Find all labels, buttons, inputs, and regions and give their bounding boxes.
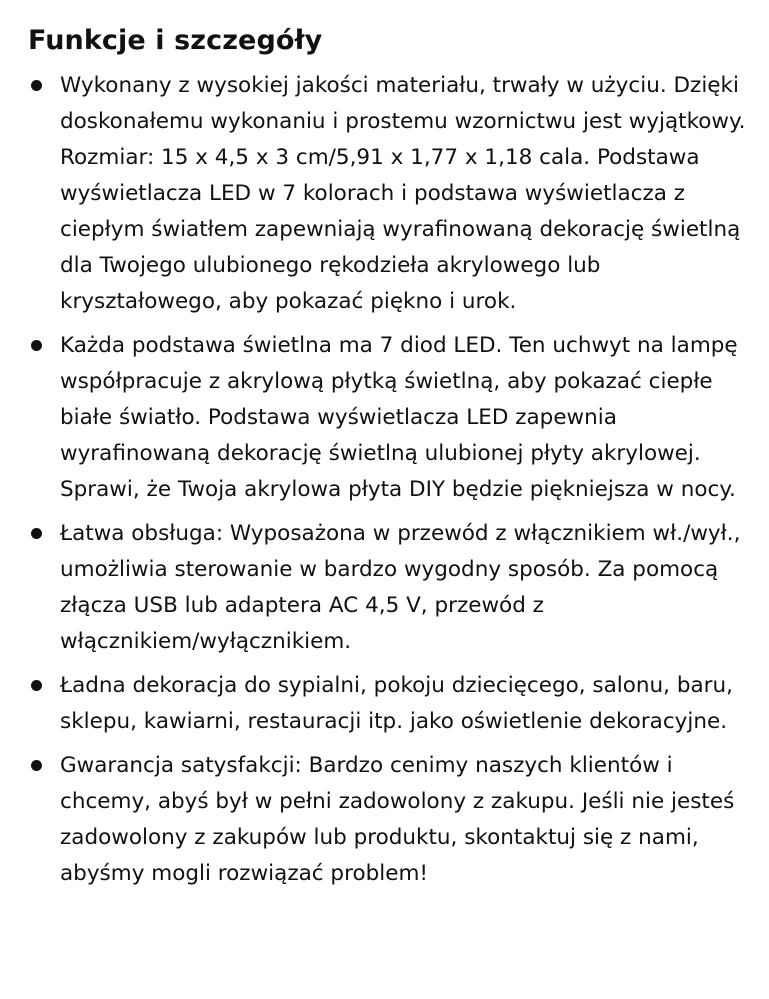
feature-item xyxy=(28,328,749,508)
feature-list xyxy=(28,68,749,892)
feature-item xyxy=(28,668,749,740)
feature-text: Wykonany z wysokiej jakości materiału, trwały w użyciu. Dzięki doskonałemu wykonaniu i prostemu wzornictwu jest wyjątkowy. Rozmiar: 15 x 4,5 x 3 cm/5,91 x 1,77 x 1,18 cala. Podstawa wyświetlacza LED w 7 kolorach i podstawa wyświetlacza z ciepłym światłem zapewniają wyrafinowaną dekorację świetlną dla Twojego ulubionego rękodzieła akrylowego lub kryształowego, aby pokazać piękno i urok. xyxy=(60,73,746,314)
feature-item xyxy=(28,68,749,320)
bullet-icon xyxy=(31,680,42,691)
feature-text: Łatwa obsługa: Wyposażona w przewód z włącznikiem wł./wył., umożliwia sterowanie w bardzo wygodny sposób. Za pomocą złącza USB lub adaptera AC 4,5 V, przewód z włącznikiem/wyłącznikiem. xyxy=(60,521,741,654)
bullet-icon xyxy=(31,340,42,351)
feature-text: Gwarancja satysfakcji: Bardzo cenimy naszych klientów i chcemy, abyś był w pełni zadowolony z zakupu. Jeśli nie jesteś zadowolony z zakupów lub produktu, skontaktuj się z nami, abyśmy mogli rozwiązać problem! xyxy=(60,753,735,886)
bullet-icon xyxy=(31,528,42,539)
feature-item xyxy=(28,516,749,660)
section-title: Funkcje i szczegóły xyxy=(28,25,323,56)
feature-item xyxy=(28,748,749,892)
bullet-icon xyxy=(31,760,42,771)
feature-text: Ładna dekoracja do sypialni, pokoju dziecięcego, salonu, baru, sklepu, kawiarni, restauracji itp. jako oświetlenie dekoracyjne. xyxy=(60,673,733,734)
feature-text: Każda podstawa świetlna ma 7 diod LED. Ten uchwyt na lampę współpracuje z akrylową płytką świetlną, aby pokazać ciepłe białe światło. Podstawa wyświetlacza LED zapewnia wyrafinowaną dekorację świetlną ulubionej płyty akrylowej. Sprawi, że Twoja akrylowa płyta DIY będzie piękniejsza w nocy. xyxy=(60,333,738,502)
bullet-icon xyxy=(31,80,42,91)
